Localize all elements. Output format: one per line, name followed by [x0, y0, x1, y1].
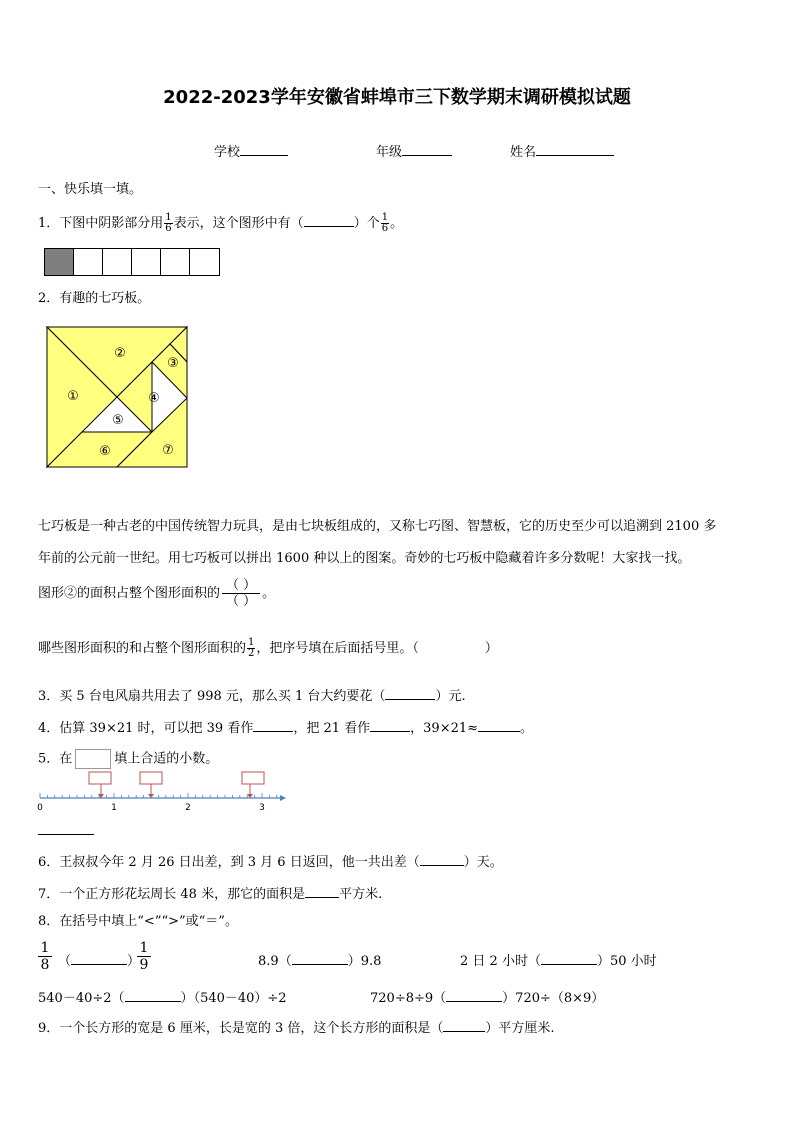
tangram-label-3: ③ — [167, 356, 179, 371]
answer-blank[interactable] — [38, 820, 94, 835]
question-number: 4． — [38, 721, 60, 736]
question-2: 2．有趣的七巧板。 — [38, 291, 151, 306]
question-number: 7． — [38, 887, 60, 902]
compare-2: 8.9（ ）9.8 — [258, 951, 381, 970]
question-number: 5． — [38, 751, 60, 767]
fraction-blank[interactable]: （ ） （ ） — [222, 578, 260, 609]
school-field[interactable] — [214, 142, 288, 161]
answer-blank[interactable] — [541, 951, 597, 965]
answer-blank[interactable] — [305, 884, 339, 898]
answer-box-1[interactable] — [89, 772, 111, 784]
question-number: 8． — [38, 914, 60, 929]
tangram-label-6: ⑥ — [99, 444, 111, 459]
grid-cell — [103, 249, 132, 275]
fraction-one-eighth: 1 8 — [38, 940, 52, 973]
question-number: 2． — [38, 291, 60, 306]
grid-cell — [132, 249, 161, 275]
question-7: 7．一个正方形花坛周长 48 米，那它的面积是 平方米. — [38, 884, 382, 903]
grade-label: 年级 — [376, 145, 403, 160]
question-6: 6．王叔叔今年 2 月 26 日出差，到 3 月 6 日返回，他一共出差（ ）天。 — [38, 852, 503, 871]
fraction-one-ninth: 1 9 — [137, 940, 151, 973]
question-8: 8．在括号中填上“<”“>”或“＝”。 — [38, 914, 238, 929]
tangram-paragraph-line-2: 年前的公元前一世纪。用七巧板可以拼出 1600 种以上的图案。奇妙的七巧板中隐藏着许多分数呢！大家找一找。 — [38, 551, 691, 566]
grid-cell-shaded — [45, 249, 74, 275]
question-4: 4．估算 39×21 时，可以把 39 看作 ，把 21 看作 ，39×21≈ 。 — [38, 718, 533, 737]
page-title: 2022-2023学年安徽省蚌埠市三下数学期末调研模拟试题 — [163, 87, 631, 108]
answer-blank[interactable] — [446, 988, 502, 1002]
tangram-label-5: ⑤ — [112, 413, 124, 428]
answer-blank[interactable] — [370, 718, 410, 732]
section-heading: 一、快乐填一填。 — [38, 182, 143, 197]
compare-3: 2 日 2 小时（ ）50 小时 — [460, 951, 657, 970]
question-number: 3． — [38, 689, 60, 704]
answer-blank[interactable] — [304, 213, 354, 227]
answer-box-3[interactable] — [242, 772, 264, 784]
tick-label-0: 0 — [37, 803, 43, 813]
answer-box-2[interactable] — [140, 772, 162, 784]
fraction: $\frac{1}{6}$ — [381, 212, 389, 234]
tangram-label-1: ① — [67, 389, 79, 404]
fraction-grid — [44, 248, 220, 276]
question-1: 1．下图中阴影部分用 $\frac{1}{6}$ 表示，这个图形中有（ ）个 $\frac{1}{6}$ 。 — [38, 212, 404, 234]
tangram-label-7: ⑦ — [162, 443, 174, 458]
question-5: 5．在 填上合适的小数。 — [38, 749, 218, 769]
question-9: 9．一个长方形的宽是 6 厘米，长是宽的 3 倍，这个长方形的面积是（ ）平方厘米. — [38, 1018, 555, 1037]
number-line — [34, 770, 290, 816]
grid-cell — [190, 249, 219, 275]
box-symbol — [75, 749, 111, 769]
question-number: 9． — [38, 1021, 60, 1036]
tangram-label-4: ④ — [148, 391, 160, 406]
question-3: 3．买 5 台电风扇共用去了 998 元，那么买 1 台大约要花（ ）元. — [38, 686, 466, 705]
tangram-label-2: ② — [114, 346, 126, 361]
fraction: $\frac{1}{6}$ — [165, 212, 172, 234]
name-blank[interactable] — [536, 142, 614, 156]
tangram-question-2: 哪些图形面积的和占整个图形面积的 $\frac{1}{2}$ ，把序号填在后面括号里。（ ） — [38, 637, 498, 659]
tangram-figure — [46, 326, 191, 471]
grade-blank[interactable] — [402, 142, 452, 156]
tick-label-1: 1 — [111, 803, 117, 813]
axis-arrow — [280, 795, 286, 801]
school-label: 学校 — [214, 145, 241, 160]
answer-blank[interactable] — [253, 718, 293, 732]
grid-cell — [161, 249, 190, 275]
school-blank[interactable] — [240, 142, 288, 156]
answer-blank[interactable] — [443, 1018, 485, 1032]
answer-blank[interactable] — [385, 686, 435, 700]
answer-blank[interactable] — [420, 852, 464, 866]
grade-field[interactable] — [376, 142, 452, 161]
tangram-paragraph-line-1: 七巧板是一种古老的中国传统智力玩具，是由七块板组成的，又称七巧图、智慧板，它的历史至少可以追溯到 2100 多 — [38, 519, 717, 534]
tick-label-2: 2 — [185, 803, 191, 813]
answer-blank[interactable] — [478, 718, 520, 732]
question-number: 6． — [38, 855, 60, 870]
grid-cell — [74, 249, 103, 275]
tick-label-3: 3 — [259, 803, 265, 813]
answer-blank[interactable] — [292, 951, 348, 965]
answer-blank[interactable] — [71, 951, 127, 965]
answer-blank[interactable] — [125, 988, 181, 1002]
compare-1: （ ） — [58, 951, 140, 970]
name-field[interactable] — [510, 142, 614, 161]
name-label: 姓名 — [510, 145, 537, 160]
tangram-question-1: 图形②的面积占整个图形面积的 （ ） （ ） 。 — [38, 578, 276, 609]
compare-4: 540－40÷2（ ）（540－40）÷2 — [38, 988, 287, 1007]
fraction: $\frac{1}{2}$ — [248, 637, 255, 659]
compare-5: 720÷8÷9（ ）720÷（8×9） — [370, 988, 604, 1007]
question-number: 1． — [38, 216, 60, 231]
